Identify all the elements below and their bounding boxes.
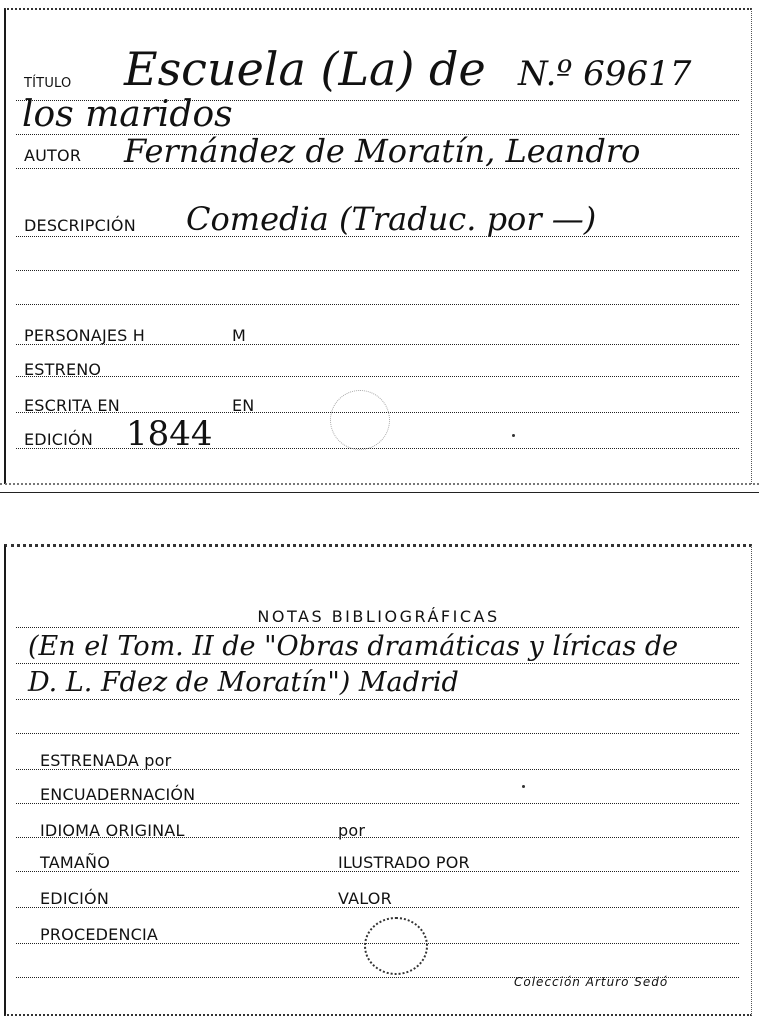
titulo-handwritten-1: Escuela (La) de [124, 42, 486, 96]
descripcion-value: Comedia (Traduc. por —) [186, 200, 597, 238]
procedencia-label: PROCEDENCIA [40, 925, 159, 944]
encuadernacion-label: ENCUADERNACIÓN [40, 785, 196, 804]
rule-autor [16, 168, 739, 169]
rule-edicion-2 [16, 907, 739, 908]
escrita-en-2-label: EN [232, 396, 255, 415]
perforation-line [0, 483, 759, 485]
titulo-handwritten-2: los maridos [22, 94, 233, 135]
idioma-original-label: IDIOMA ORIGINAL [40, 821, 185, 840]
card-separator [0, 492, 759, 493]
rule-encuadernacion [16, 803, 739, 804]
tamano-label: TAMAÑO [40, 853, 110, 872]
estreno-label: ESTRENO [24, 360, 102, 379]
rule-idioma [16, 837, 739, 838]
rule-blank-1 [16, 270, 739, 271]
personajes-m-label: M [232, 326, 247, 345]
personajes-h-label: PERSONAJES H [24, 326, 146, 345]
rule-descripcion [16, 236, 739, 237]
edicion-label: EDICIÓN [24, 430, 94, 449]
titulo-number: N.º 69617 [518, 54, 692, 94]
valor-label: VALOR [338, 889, 392, 908]
rule-estreno [16, 376, 739, 377]
rule-estrenada [16, 769, 739, 770]
autor-label: AUTOR [24, 146, 82, 165]
ilustrado-por-label: ILUSTRADO POR [338, 853, 470, 872]
rule-blank-2 [16, 304, 739, 305]
descripcion-label: DESCRIPCIÓN [24, 216, 136, 235]
escrita-en-label: ESCRITA EN [24, 396, 120, 415]
coleccion-credit: Colección Arturo Sedó [514, 975, 669, 989]
library-stamp [364, 917, 428, 975]
notas-line-1: (En el Tom. II de "Obras dramáticas y líricas de [28, 631, 679, 662]
rule-personajes [16, 344, 739, 345]
rule-notas-2 [16, 699, 739, 700]
rule-edicion [16, 448, 739, 449]
por-label: por [338, 821, 366, 840]
edicion-2-label: EDICIÓN [40, 889, 110, 908]
titulo-label: TÍTULO [24, 76, 72, 91]
ink-dot-2 [522, 785, 525, 788]
faded-stamp [330, 390, 390, 450]
estrenada-label: ESTRENADA por [40, 751, 172, 770]
catalog-card-top [4, 8, 752, 484]
catalog-card-bottom [4, 544, 752, 1016]
rule-tamano [16, 871, 739, 872]
autor-value: Fernández de Moratín, Leandro [124, 132, 641, 170]
edicion-value: 1844 [126, 414, 213, 454]
ink-dot [512, 434, 515, 437]
rule-notas-3 [16, 733, 739, 734]
notas-line-2: D. L. Fdez de Moratín") Madrid [28, 667, 459, 698]
rule-notas-1 [16, 663, 739, 664]
notas-bibliograficas-title: NOTAS BIBLIOGRÁFICAS [257, 607, 500, 626]
rule-notas-title [16, 627, 739, 628]
